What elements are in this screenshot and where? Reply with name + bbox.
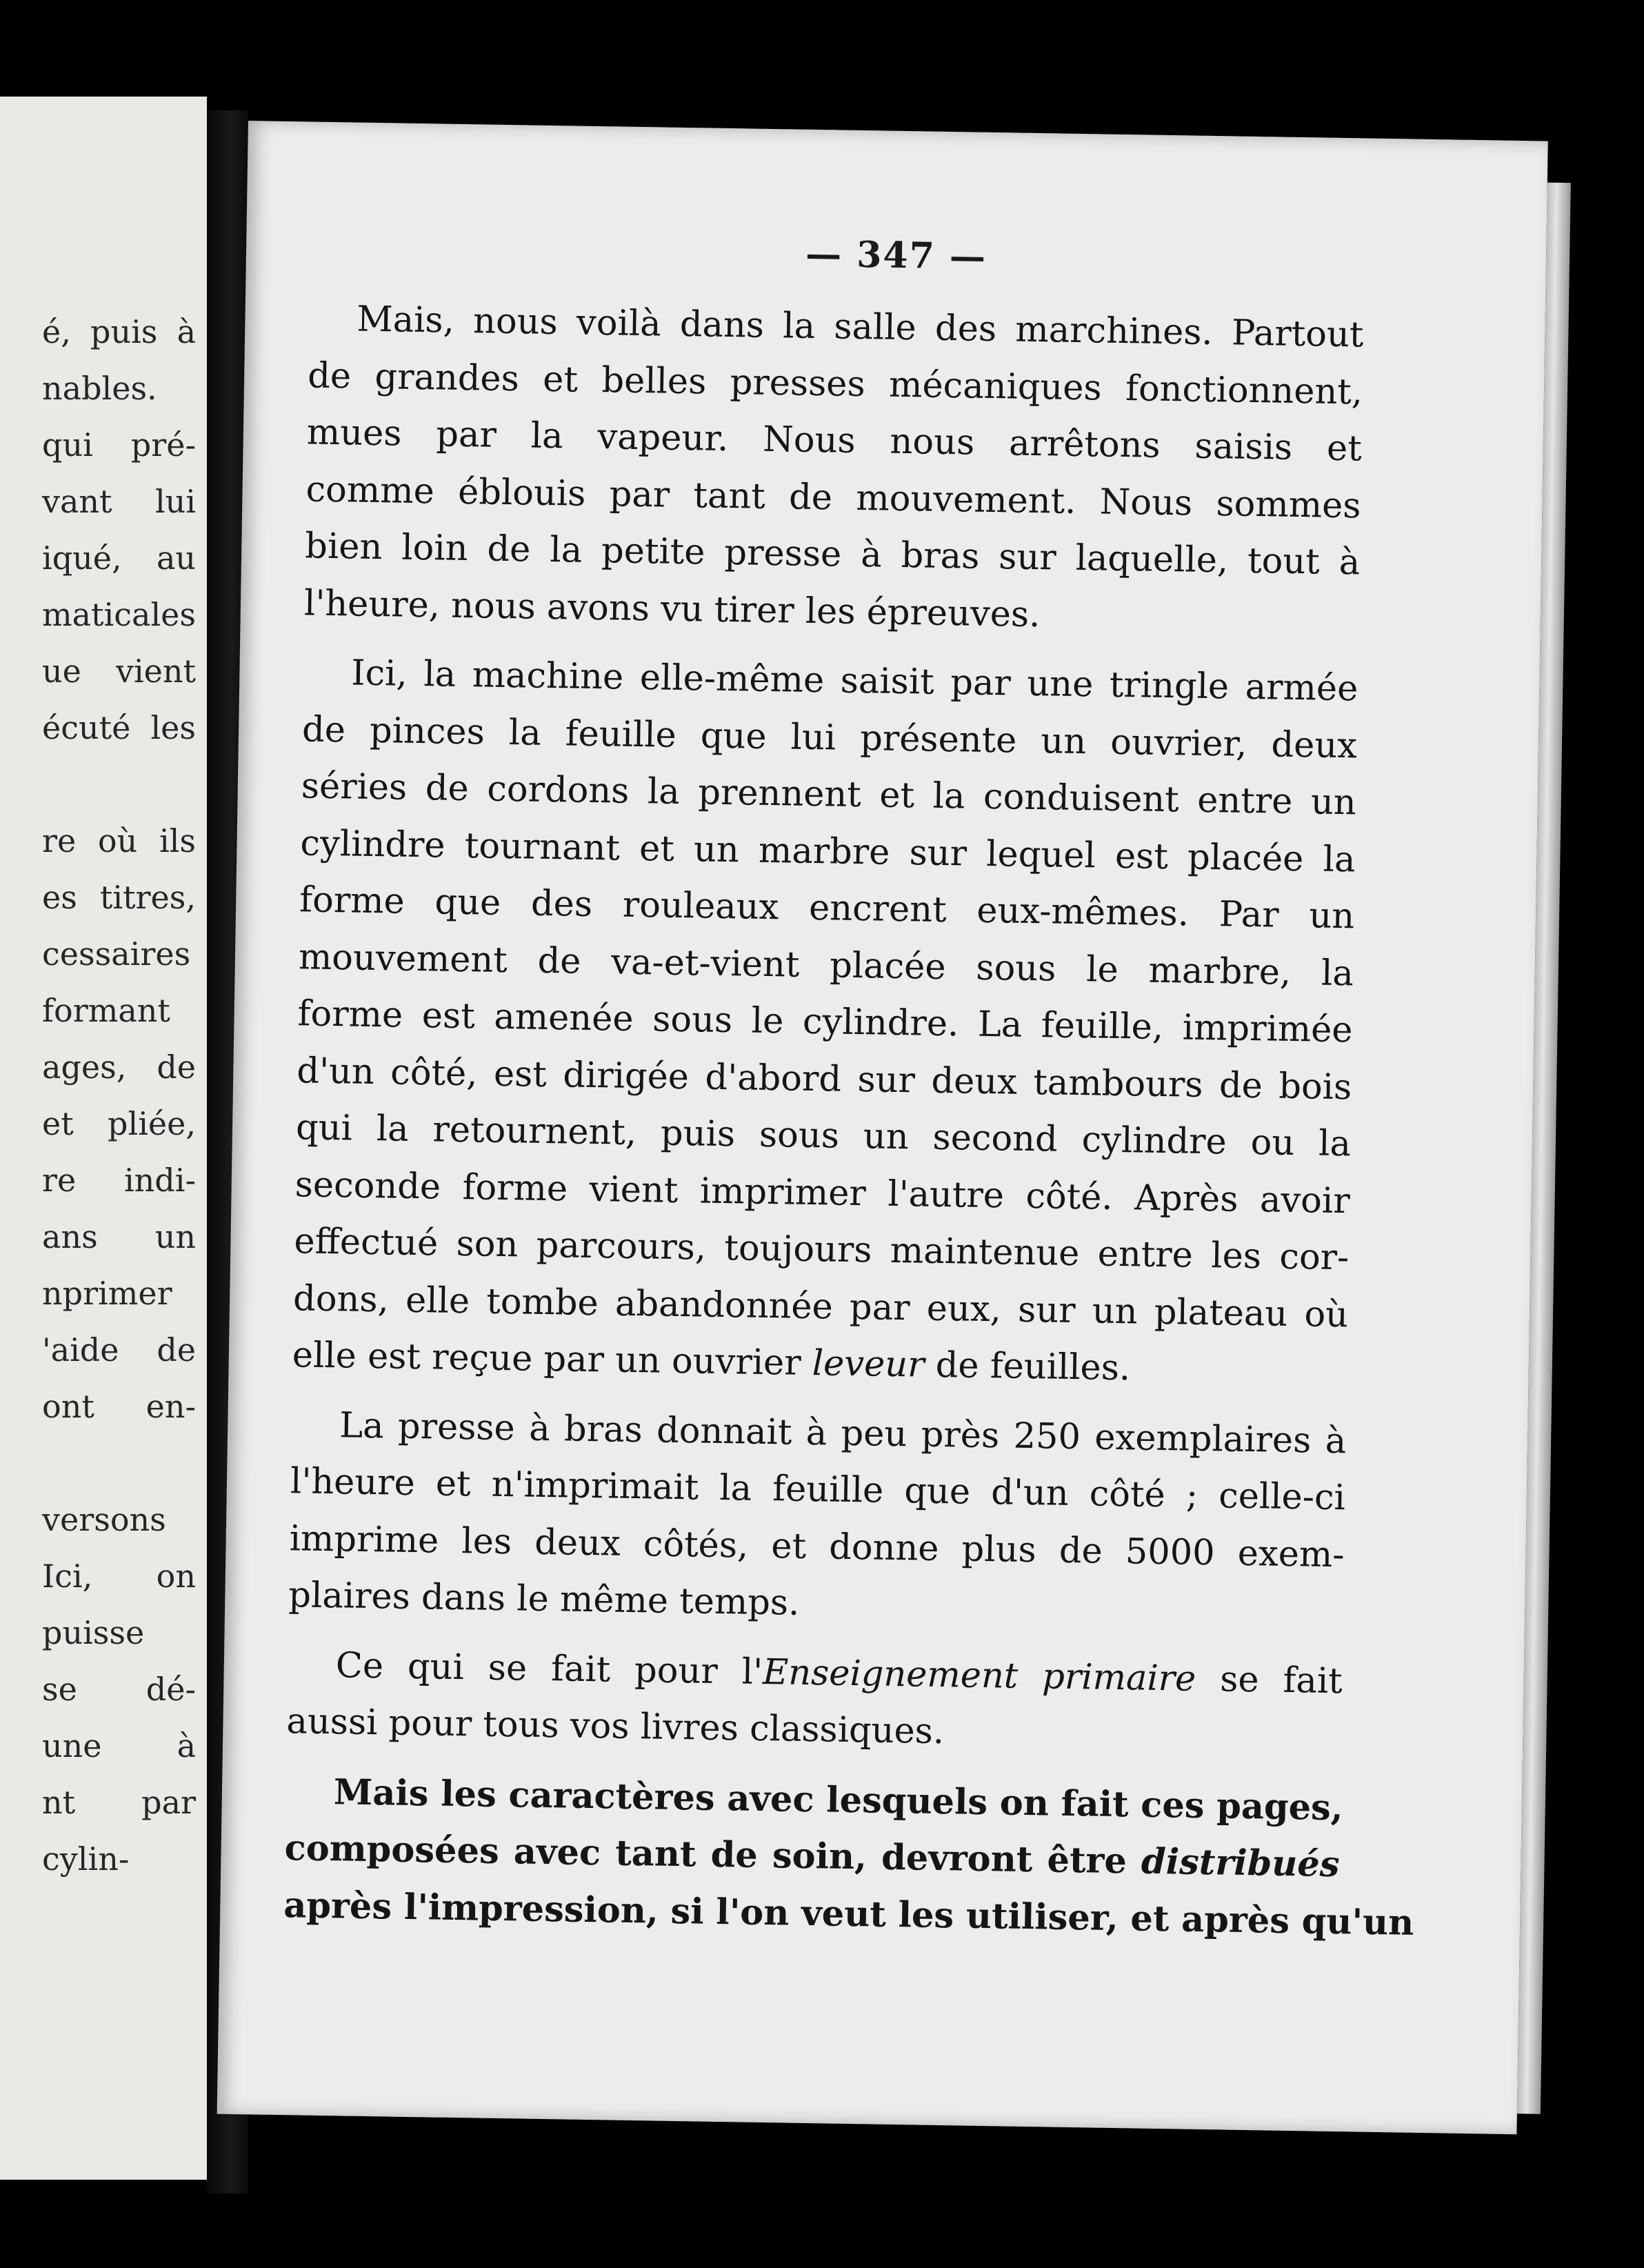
left-page-line: 'aide de: [42, 1331, 196, 1369]
page-body: [283, 290, 1414, 1962]
left-page-line: Ici, on: [42, 1558, 196, 1595]
text-fragment: composées avec tant de soin, devront être: [284, 1827, 1142, 1882]
left-page-line: nables.: [42, 370, 157, 407]
left-page-line: [42, 1435, 196, 1491]
left-page-line: ages, de: [42, 1048, 196, 1086]
text-line: dons, elle tombe abandonnée par eux, sur un plateau où: [292, 1277, 1349, 1335]
left-page-line: ont en-: [42, 1388, 196, 1425]
left-page-line: re indi-: [42, 1162, 196, 1199]
text-line: La presse à bras donnait à peu près 250 exemplaires à: [339, 1404, 1347, 1462]
left-page-line: et pliée,: [42, 1105, 196, 1142]
text-line: d'un côté, est dirigée d'abord sur deux tambours de bois: [296, 1050, 1352, 1108]
left-page-line: formant: [42, 992, 170, 1029]
paragraph-4: [286, 1637, 1343, 1767]
text-line: seconde forme vient imprimer l'autre côté. Après avoir: [294, 1164, 1351, 1222]
text-line: aussi pour tous vos livres classiques.: [286, 1701, 945, 1753]
left-page-line: ue vient: [42, 653, 196, 690]
text-line: séries de cordons la prennent et la conduisent entre un: [301, 766, 1357, 824]
page-number: — 347 —: [805, 232, 988, 278]
left-page-line: maticales: [42, 596, 196, 633]
text-line: imprime les deux côtés, et donne plus de 5000 exem-: [289, 1518, 1345, 1575]
text-line: mouvement de va-et-vient placée sous le marbre, la: [298, 936, 1354, 994]
text-line: de grandes et belles presses mécaniques fonctionnent,: [307, 355, 1363, 412]
paragraph-2: [292, 644, 1359, 1400]
left-page-line: es titres,: [42, 879, 196, 916]
text-line: bien loin de la petite presse à bras sur laquelle, tout à: [304, 526, 1361, 584]
left-page-text: [42, 304, 196, 1887]
left-page-line: vant lui: [42, 483, 196, 520]
text-line: effectué son parcours, toujours maintenue entre les cor-: [294, 1221, 1350, 1279]
left-page-line: cessaires: [42, 935, 191, 973]
left-page-line: qui pré-: [42, 426, 196, 464]
left-page-line: re où ils: [42, 822, 196, 859]
left-page-line: nt par: [42, 1784, 196, 1821]
text-line: l'heure, nous avons vu tirer les épreuves.: [303, 582, 1041, 635]
italic-term: Enseignement primaire: [762, 1651, 1196, 1700]
text-line: forme est amenée sous le cylindre. La feuille, imprimée: [297, 993, 1353, 1051]
left-page-line: puisse: [42, 1614, 145, 1651]
italic-term: leveur: [812, 1343, 925, 1386]
left-page-line: versons: [42, 1501, 166, 1538]
left-page: [0, 97, 207, 2180]
italic-term: distribués: [1141, 1840, 1340, 1886]
left-page-line: écuté les: [42, 709, 196, 746]
text-line: cylindre tournant et un marbre sur lequel est placée la: [300, 822, 1356, 880]
text-line: Mais les caractères avec lesquels on fait ces pages,: [333, 1771, 1344, 1829]
left-page-line: nprimer: [42, 1275, 172, 1312]
text-fragment: de feuilles.: [924, 1344, 1131, 1389]
text-fragment: Ce qui se fait pour l': [335, 1644, 763, 1693]
text-line: qui la retournent, puis sous un second cylindre ou la: [295, 1107, 1352, 1165]
paragraph-3: [288, 1397, 1347, 1641]
paragraph-1: [303, 290, 1364, 648]
right-page: [217, 121, 1548, 2134]
text-line: de pinces la feuille que lui présente un ouvrier, deux: [301, 708, 1358, 766]
text-line: forme que des rouleaux encrent eux-mêmes. Par un: [299, 879, 1355, 937]
text-line: Ici, la machine elle-même saisit par une tringle armée: [350, 653, 1359, 710]
paragraph-5: [283, 1763, 1414, 1951]
left-page-line: é, puis à: [42, 313, 196, 350]
page-edge: [1517, 183, 1571, 2114]
left-page-line: [42, 756, 196, 813]
left-page-line: une à: [42, 1727, 196, 1764]
text-fragment: elle est reçue par un ouvrier: [292, 1335, 813, 1384]
text-line: mues par la vapeur. Nous nous arrêtons saisis et: [306, 412, 1363, 470]
text-line: Mais, nous voilà dans la salle des marchines. Partout: [357, 299, 1364, 356]
text-fragment: se fait: [1195, 1658, 1343, 1702]
left-page-line: se dé-: [42, 1671, 196, 1708]
text-line: comme éblouis par tant de mouvement. Nous sommes: [305, 468, 1361, 526]
left-page-line: iqué, au: [42, 539, 196, 577]
left-page-line: ans un: [42, 1218, 196, 1255]
text-line: l'heure et n'imprimait la feuille que d'un côté ; celle-ci: [290, 1461, 1346, 1519]
text-line: après l'impression, si l'on veut les utiliser, et après qu'un: [283, 1884, 1414, 1944]
text-line: plaires dans le même temps.: [288, 1575, 800, 1624]
left-page-line: cylin-: [42, 1840, 130, 1878]
